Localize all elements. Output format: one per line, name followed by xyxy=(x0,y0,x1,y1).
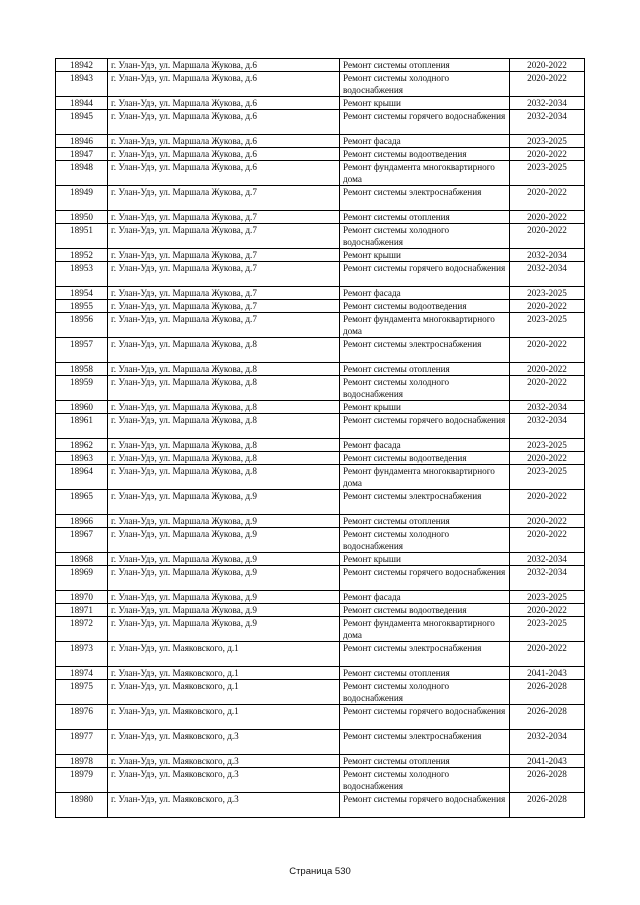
table-row xyxy=(56,401,585,414)
table-row xyxy=(56,338,585,363)
table-row xyxy=(56,566,585,591)
table-row xyxy=(56,161,585,186)
row-address: г. Улан-Удэ, ул. Маршала Жукова, д.6 xyxy=(108,135,340,148)
row-period: 2020-2022 xyxy=(510,148,585,161)
row-number: 18948 xyxy=(56,161,108,186)
row-address: г. Улан-Удэ, ул. Маршала Жукова, д.9 xyxy=(108,566,340,591)
row-address: г. Улан-Удэ, ул. Маршала Жукова, д.7 xyxy=(108,287,340,300)
row-period: 2023-2025 xyxy=(510,287,585,300)
row-period: 2023-2025 xyxy=(510,135,585,148)
table-row xyxy=(56,793,585,818)
row-period: 2032-2034 xyxy=(510,401,585,414)
works-table xyxy=(55,58,585,818)
row-period: 2020-2022 xyxy=(510,186,585,211)
row-address: г. Улан-Удэ, ул. Маршала Жукова, д.8 xyxy=(108,439,340,452)
row-work-type: Ремонт фундамента многоквартирного дома xyxy=(340,313,510,338)
row-number: 18973 xyxy=(56,642,108,667)
row-work-type: Ремонт системы водоотведения xyxy=(340,452,510,465)
table-row xyxy=(56,363,585,376)
row-work-type: Ремонт системы горячего водоснабжения xyxy=(340,110,510,135)
table-row xyxy=(56,414,585,439)
row-address: г. Улан-Удэ, ул. Маршала Жукова, д.9 xyxy=(108,553,340,566)
row-period: 2020-2022 xyxy=(510,528,585,553)
row-work-type: Ремонт системы отопления xyxy=(340,515,510,528)
table-row xyxy=(56,249,585,262)
row-work-type: Ремонт системы холодного водоснабжения xyxy=(340,72,510,97)
row-address: г. Улан-Удэ, ул. Маршала Жукова, д.7 xyxy=(108,262,340,287)
row-period: 2020-2022 xyxy=(510,363,585,376)
row-number: 18961 xyxy=(56,414,108,439)
row-number: 18953 xyxy=(56,262,108,287)
row-number: 18966 xyxy=(56,515,108,528)
row-period: 2026-2028 xyxy=(510,793,585,818)
row-address: г. Улан-Удэ, ул. Маршала Жукова, д.6 xyxy=(108,161,340,186)
row-period: 2023-2025 xyxy=(510,591,585,604)
row-period: 2023-2025 xyxy=(510,161,585,186)
row-work-type: Ремонт системы водоотведения xyxy=(340,604,510,617)
row-period: 2020-2022 xyxy=(510,59,585,72)
row-work-type: Ремонт фундамента многоквартирного дома xyxy=(340,465,510,490)
row-number: 18977 xyxy=(56,730,108,755)
row-period: 2023-2025 xyxy=(510,465,585,490)
row-address: г. Улан-Удэ, ул. Маршала Жукова, д.9 xyxy=(108,591,340,604)
row-number: 18957 xyxy=(56,338,108,363)
table-row xyxy=(56,300,585,313)
row-address: г. Улан-Удэ, ул. Маршала Жукова, д.7 xyxy=(108,224,340,249)
row-work-type: Ремонт системы электроснабжения xyxy=(340,338,510,363)
row-work-type: Ремонт системы горячего водоснабжения xyxy=(340,793,510,818)
row-period: 2032-2034 xyxy=(510,262,585,287)
row-period: 2041-2043 xyxy=(510,667,585,680)
page-footer: Страница 530 xyxy=(289,866,351,877)
row-work-type: Ремонт фасада xyxy=(340,135,510,148)
row-work-type: Ремонт фундамента многоквартирного дома xyxy=(340,617,510,642)
row-number: 18942 xyxy=(56,59,108,72)
row-period: 2020-2022 xyxy=(510,490,585,515)
row-number: 18958 xyxy=(56,363,108,376)
row-work-type: Ремонт крыши xyxy=(340,249,510,262)
row-number: 18945 xyxy=(56,110,108,135)
row-number: 18963 xyxy=(56,452,108,465)
row-work-type: Ремонт фундамента многоквартирного дома xyxy=(340,161,510,186)
row-number: 18965 xyxy=(56,490,108,515)
row-address: г. Улан-Удэ, ул. Маршала Жукова, д.9 xyxy=(108,528,340,553)
row-period: 2020-2022 xyxy=(510,224,585,249)
row-address: г. Улан-Удэ, ул. Маяковского, д.1 xyxy=(108,680,340,705)
row-address: г. Улан-Удэ, ул. Маяковского, д.3 xyxy=(108,730,340,755)
row-number: 18952 xyxy=(56,249,108,262)
row-period: 2032-2034 xyxy=(510,566,585,591)
row-period: 2020-2022 xyxy=(510,72,585,97)
row-work-type: Ремонт системы электроснабжения xyxy=(340,730,510,755)
row-period: 2020-2022 xyxy=(510,642,585,667)
row-address: г. Улан-Удэ, ул. Маяковского, д.1 xyxy=(108,642,340,667)
table-row xyxy=(56,591,585,604)
row-address: г. Улан-Удэ, ул. Маршала Жукова, д.7 xyxy=(108,211,340,224)
row-period: 2020-2022 xyxy=(510,452,585,465)
row-period: 2020-2022 xyxy=(510,300,585,313)
row-period: 2023-2025 xyxy=(510,439,585,452)
row-period: 2020-2022 xyxy=(510,211,585,224)
row-work-type: Ремонт системы водоотведения xyxy=(340,148,510,161)
table-row xyxy=(56,667,585,680)
table-row xyxy=(56,287,585,300)
row-number: 18960 xyxy=(56,401,108,414)
row-number: 18951 xyxy=(56,224,108,249)
row-work-type: Ремонт крыши xyxy=(340,553,510,566)
row-address: г. Улан-Удэ, ул. Маршала Жукова, д.6 xyxy=(108,97,340,110)
row-address: г. Улан-Удэ, ул. Маяковского, д.3 xyxy=(108,793,340,818)
table-row xyxy=(56,97,585,110)
row-work-type: Ремонт системы отопления xyxy=(340,363,510,376)
row-number: 18972 xyxy=(56,617,108,642)
row-address: г. Улан-Удэ, ул. Маршала Жукова, д.8 xyxy=(108,465,340,490)
row-period: 2026-2028 xyxy=(510,768,585,793)
row-work-type: Ремонт системы холодного водоснабжения xyxy=(340,528,510,553)
table-row xyxy=(56,262,585,287)
row-period: 2020-2022 xyxy=(510,604,585,617)
table-row xyxy=(56,59,585,72)
table-row xyxy=(56,135,585,148)
table-row xyxy=(56,376,585,401)
row-work-type: Ремонт фасада xyxy=(340,439,510,452)
row-address: г. Улан-Удэ, ул. Маршала Жукова, д.7 xyxy=(108,313,340,338)
row-number: 18956 xyxy=(56,313,108,338)
table-row xyxy=(56,110,585,135)
table-row xyxy=(56,465,585,490)
row-address: г. Улан-Удэ, ул. Маршала Жукова, д.9 xyxy=(108,515,340,528)
row-address: г. Улан-Удэ, ул. Маршала Жукова, д.6 xyxy=(108,148,340,161)
row-address: г. Улан-Удэ, ул. Маршала Жукова, д.6 xyxy=(108,110,340,135)
table-row xyxy=(56,313,585,338)
row-address: г. Улан-Удэ, ул. Маршала Жукова, д.7 xyxy=(108,300,340,313)
table-row xyxy=(56,224,585,249)
row-address: г. Улан-Удэ, ул. Маршала Жукова, д.9 xyxy=(108,490,340,515)
row-number: 18962 xyxy=(56,439,108,452)
row-number: 18950 xyxy=(56,211,108,224)
row-number: 18967 xyxy=(56,528,108,553)
row-period: 2032-2034 xyxy=(510,553,585,566)
row-number: 18946 xyxy=(56,135,108,148)
row-address: г. Улан-Удэ, ул. Маршала Жукова, д.9 xyxy=(108,617,340,642)
row-number: 18969 xyxy=(56,566,108,591)
row-address: г. Улан-Удэ, ул. Маршала Жукова, д.8 xyxy=(108,338,340,363)
row-period: 2020-2022 xyxy=(510,515,585,528)
row-number: 18954 xyxy=(56,287,108,300)
row-work-type: Ремонт системы горячего водоснабжения xyxy=(340,262,510,287)
row-number: 18943 xyxy=(56,72,108,97)
row-number: 18947 xyxy=(56,148,108,161)
row-work-type: Ремонт системы горячего водоснабжения xyxy=(340,566,510,591)
row-work-type: Ремонт системы водоотведения xyxy=(340,300,510,313)
row-address: г. Улан-Удэ, ул. Маршала Жукова, д.6 xyxy=(108,72,340,97)
table-row xyxy=(56,755,585,768)
row-period: 2026-2028 xyxy=(510,680,585,705)
works-table-body xyxy=(56,59,585,818)
row-number: 18964 xyxy=(56,465,108,490)
row-number: 18975 xyxy=(56,680,108,705)
row-address: г. Улан-Удэ, ул. Маршала Жукова, д.8 xyxy=(108,452,340,465)
row-address: г. Улан-Удэ, ул. Маршала Жукова, д.7 xyxy=(108,186,340,211)
row-period: 2023-2025 xyxy=(510,313,585,338)
row-address: г. Улан-Удэ, ул. Маяковского, д.3 xyxy=(108,768,340,793)
table-row xyxy=(56,186,585,211)
row-number: 18976 xyxy=(56,705,108,730)
row-address: г. Улан-Удэ, ул. Маяковского, д.1 xyxy=(108,667,340,680)
row-address: г. Улан-Удэ, ул. Маяковского, д.1 xyxy=(108,705,340,730)
row-work-type: Ремонт системы отопления xyxy=(340,211,510,224)
row-work-type: Ремонт крыши xyxy=(340,97,510,110)
table-row xyxy=(56,617,585,642)
table-row xyxy=(56,211,585,224)
row-address: г. Улан-Удэ, ул. Маяковского, д.3 xyxy=(108,755,340,768)
row-period: 2041-2043 xyxy=(510,755,585,768)
row-address: г. Улан-Удэ, ул. Маршала Жукова, д.8 xyxy=(108,376,340,401)
row-work-type: Ремонт системы отопления xyxy=(340,59,510,72)
row-address: г. Улан-Удэ, ул. Маршала Жукова, д.8 xyxy=(108,363,340,376)
table-row xyxy=(56,528,585,553)
row-number: 18979 xyxy=(56,768,108,793)
row-address: г. Улан-Удэ, ул. Маршала Жукова, д.7 xyxy=(108,249,340,262)
row-period: 2032-2034 xyxy=(510,730,585,755)
row-period: 2023-2025 xyxy=(510,617,585,642)
row-work-type: Ремонт фасада xyxy=(340,591,510,604)
row-number: 18959 xyxy=(56,376,108,401)
row-number: 18980 xyxy=(56,793,108,818)
row-number: 18971 xyxy=(56,604,108,617)
row-number: 18955 xyxy=(56,300,108,313)
table-row xyxy=(56,642,585,667)
row-number: 18949 xyxy=(56,186,108,211)
table-row xyxy=(56,680,585,705)
row-period: 2032-2034 xyxy=(510,249,585,262)
row-work-type: Ремонт системы холодного водоснабжения xyxy=(340,768,510,793)
row-work-type: Ремонт системы холодного водоснабжения xyxy=(340,680,510,705)
row-period: 2020-2022 xyxy=(510,376,585,401)
row-address: г. Улан-Удэ, ул. Маршала Жукова, д.8 xyxy=(108,414,340,439)
table-row xyxy=(56,148,585,161)
row-work-type: Ремонт системы электроснабжения xyxy=(340,490,510,515)
table-row xyxy=(56,439,585,452)
row-number: 18974 xyxy=(56,667,108,680)
row-work-type: Ремонт фасада xyxy=(340,287,510,300)
row-period: 2032-2034 xyxy=(510,110,585,135)
row-work-type: Ремонт системы электроснабжения xyxy=(340,186,510,211)
table-row xyxy=(56,490,585,515)
row-address: г. Улан-Удэ, ул. Маршала Жукова, д.6 xyxy=(108,59,340,72)
table-row xyxy=(56,553,585,566)
row-work-type: Ремонт системы холодного водоснабжения xyxy=(340,224,510,249)
row-period: 2032-2034 xyxy=(510,97,585,110)
row-work-type: Ремонт системы отопления xyxy=(340,755,510,768)
row-address: г. Улан-Удэ, ул. Маршала Жукова, д.8 xyxy=(108,401,340,414)
row-period: 2032-2034 xyxy=(510,414,585,439)
row-work-type: Ремонт системы горячего водоснабжения xyxy=(340,705,510,730)
row-period: 2020-2022 xyxy=(510,338,585,363)
table-row xyxy=(56,72,585,97)
row-work-type: Ремонт системы холодного водоснабжения xyxy=(340,376,510,401)
row-work-type: Ремонт системы отопления xyxy=(340,667,510,680)
row-work-type: Ремонт системы электроснабжения xyxy=(340,642,510,667)
table-row xyxy=(56,604,585,617)
row-number: 18968 xyxy=(56,553,108,566)
row-number: 18944 xyxy=(56,97,108,110)
table-row xyxy=(56,515,585,528)
table-row xyxy=(56,452,585,465)
row-address: г. Улан-Удэ, ул. Маршала Жукова, д.9 xyxy=(108,604,340,617)
row-work-type: Ремонт системы горячего водоснабжения xyxy=(340,414,510,439)
row-work-type: Ремонт крыши xyxy=(340,401,510,414)
row-number: 18978 xyxy=(56,755,108,768)
row-number: 18970 xyxy=(56,591,108,604)
table-row xyxy=(56,768,585,793)
table-row xyxy=(56,730,585,755)
table-row xyxy=(56,705,585,730)
row-period: 2026-2028 xyxy=(510,705,585,730)
